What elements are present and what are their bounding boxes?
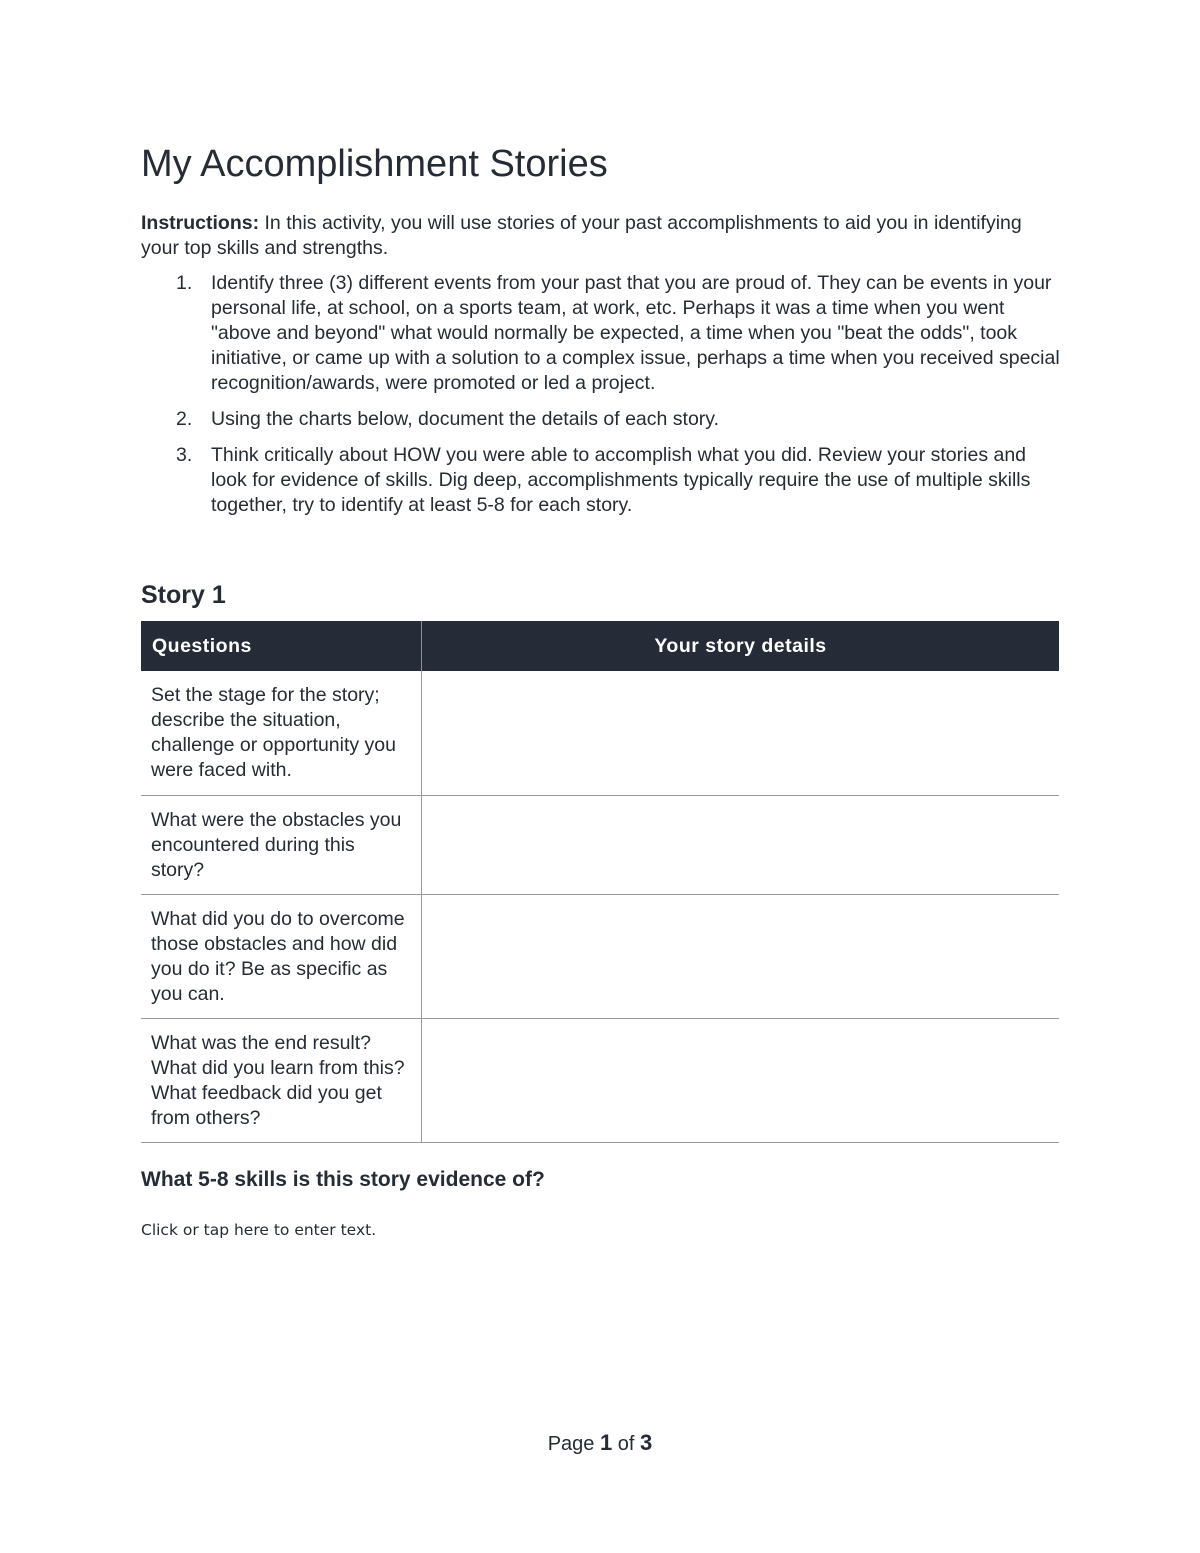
page-number-footer	[0, 1430, 1200, 1457]
story-heading: Story 1	[141, 581, 226, 609]
table-row	[141, 1019, 1059, 1143]
step-text: Using the charts below, document the details of each story.	[211, 408, 719, 430]
story-details-table	[141, 621, 1059, 1143]
question-cell: What was the end result? What did you learn from this? What feedback did you get from others?	[141, 1019, 422, 1143]
of-label: of	[617, 1433, 635, 1455]
skills-question-heading: What 5-8 skills is this story evidence of?	[141, 1168, 545, 1191]
instructions-paragraph	[141, 211, 1061, 261]
answer-cell[interactable]	[422, 1019, 1060, 1143]
questions-column-header: Questions	[141, 621, 422, 671]
question-cell: Set the stage for the story; describe the situation, challenge or opportunity you were faced with.	[141, 671, 422, 796]
current-page-number: 1	[599, 1430, 613, 1455]
answer-cell[interactable]	[422, 671, 1060, 796]
table-row	[141, 671, 1059, 796]
list-item	[141, 407, 1061, 432]
instruction-steps-list	[141, 271, 1061, 529]
table-row	[141, 796, 1059, 895]
total-pages-number: 3	[640, 1430, 653, 1455]
answer-cell[interactable]	[422, 895, 1060, 1019]
details-column-header: Your story details	[422, 621, 1060, 671]
page-label: Page	[547, 1433, 595, 1455]
step-number: 2.	[176, 408, 193, 430]
instructions-text: In this activity, you will use stories of your past accomplishments to aid you in identifying your top skills and strengths.	[141, 212, 1022, 259]
answer-cell[interactable]	[422, 796, 1060, 895]
step-number: 1.	[176, 272, 193, 294]
step-text: Identify three (3) different events from your past that you are proud of. They can be events in your personal life, at school, on a sports team, at work, etc. Perhaps it was a time when you went "above and beyond" what would normally be expected, a time when you "beat the odds", took initiative, or came up with a solution to a complex issue, perhaps a time when you received special recognition/awards, were promoted or led a project.	[211, 272, 1060, 394]
question-cell: What did you do to overcome those obstacles and how did you do it? Be as specific as you can.	[141, 895, 422, 1019]
list-item	[141, 443, 1061, 518]
question-cell: What were the obstacles you encountered during this story?	[141, 796, 422, 895]
step-number: 3.	[176, 444, 193, 466]
instructions-label: Instructions:	[141, 212, 260, 234]
table-header-row	[141, 621, 1059, 671]
skills-text-field[interactable]: Click or tap here to enter text.	[141, 1221, 377, 1239]
list-item	[141, 271, 1061, 396]
table-row	[141, 895, 1059, 1019]
page-title: My Accomplishment Stories	[141, 143, 608, 185]
step-text: Think critically about HOW you were able to accomplish what you did. Review your stories and look for evidence of skills. Dig deep, accomplishments typically require the use of multiple skills together, try to identify at least 5-8 for each story.	[211, 444, 1031, 516]
